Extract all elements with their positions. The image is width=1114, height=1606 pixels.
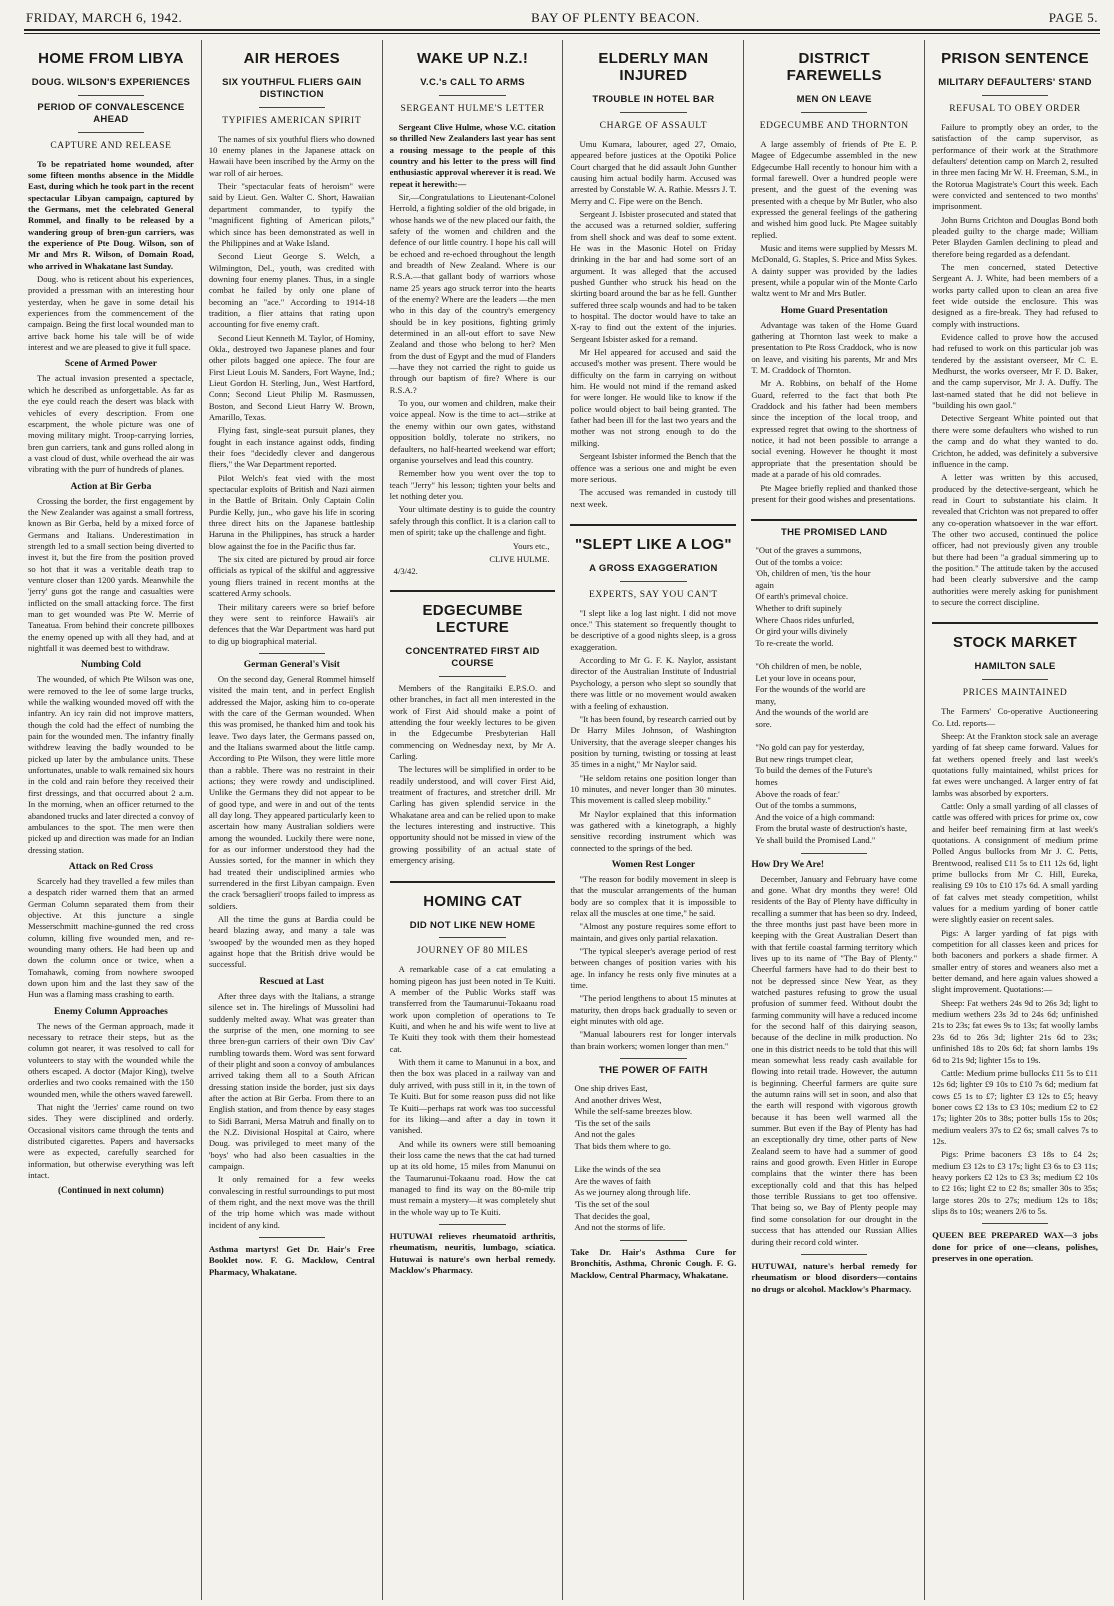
paragraph: Sheep: Fat wethers 24s 9d to 26s 3d; light to medium wethers 23s 3d to 24s 6d; unfinished 21s to 23s; fat ewes 9s to 13s; fat woolly lambs 23s 6d to 26s 3d; lighter 21s 6d to 23s; unfinished 18s to 20s 6d; fat shorn lambs 19s 6d to 21s 9d; lighter 15s to 19s. xyxy=(932,997,1098,1065)
headline: AIR HEROES xyxy=(243,50,340,67)
paragraph: Members of the Rangitaiki E.P.S.O. and other branches, in fact all men interested in the work of First Aid should make a point of attending the four weekly lectures to be given in the Edgecumbe Presbyterian Hall commencing on Wednesday next, by Mr A. Carling. xyxy=(389,683,556,762)
paragraph: "Almost any posture requires some effort to maintain, and gives only partial relaxation. xyxy=(570,921,737,943)
paragraph: It only remained for a few weeks convalescing in restful surroundings to put most of them right, and the next move was the thrill of the trip home which was made without incident of any kind. xyxy=(208,1174,375,1230)
section-heading: German General's Visit xyxy=(243,659,340,670)
headline: HOMING CAT xyxy=(423,892,522,910)
poem-line: To re-create the world. xyxy=(755,637,834,648)
divider xyxy=(439,937,505,938)
poem-line: For the wounds of the world are xyxy=(755,684,866,695)
paragraph: A letter was written by this accused, produced by the detective-sergeant, which he read in Court to substantiate his claim. It revealed that Crichton was not prepared to offer any co-operation whatsoever in the war effort. The other two accused, continued the police officer, had not previously given any trouble but there had been "a gradual simmering up to the position." The attitude taken by the accused had been clearly subversive and the camp authorities were merely asking for punishment to secure the correct discipline. xyxy=(932,472,1098,607)
poem-line: That decides the goal, xyxy=(574,1210,650,1221)
paragraph: The six cited are pictured by proud air force officials as typical of the skilful and aggressive young fliers trained in recent months at the scattered Army schools. xyxy=(208,554,375,599)
paragraph: Their "spectacular feats of heroism" were said by Lieut. Gen. Walter C. Short, Hawaiian department commander, to typify the "magnificent fighting of American pilots," which since has been demonstrated as well in the Philippines and at Wake Island. xyxy=(208,181,375,248)
divider xyxy=(620,581,686,582)
divider xyxy=(982,679,1048,680)
paragraph: Cattle: Medium prime bullocks £11 5s to £11 12s 6d; lighter £9 10s to £10 7s 6d; medium fat cows £5 1s to £7; lighter £3 12s to £5; heavy boner cows £2 13s to £3 10s; medium £2 to £2 17s; lighter 20s to 38s; potter bulls 15s to 20s; medium vealers 37s to £2 6s; small calves 7s to 12s. xyxy=(932,1067,1098,1146)
divider xyxy=(439,95,505,96)
poem-line: From the brutal waste of destruction's haste, xyxy=(755,823,907,834)
letter-date: 4/3/42. xyxy=(393,566,418,577)
paragraph: December, January and February have come and gone. What dry months they were! Old residents of the Bay of Plenty have difficulty in recalling a summer that has been so dry. Indeed, the three months just past have been more in keeping with the Great Australian Desert than with that fertile coastal farming territory which lives up to its name of "The Bay of Plenty." Cheerful farmers have had to do their best to not be depressed since New Year, as they watched pastures refusing to grow the usual profusion of summer feed. Without doubt the farming community will have a reduced income for the second half of this dairying season, because of the decline in milk production. No one in this district needs to be told that this will mean somewhat less ready cash available for flowing into retail trade. However, the autumn is beginning. Cheerful farmers are quite sure the autumn rains will set in soon, and also that the earth will respond with vigorous growth because it has been well warmed all the summer. But even if the Bay of Plenty has had an exceptionally dry time, other parts of New Zealand seem to have had a summer of good rains and good growth. Even Hitler in Europe complains that the winter there has been exceptionally cold and that this has helped those terrible Russians to get too offensive. That being so, we Bay of Plenty people may find some consolation for our drought in the success that has attended our Russian Allies during their record cold winter. xyxy=(751,873,918,1247)
masthead xyxy=(24,6,1100,29)
poem-line: "Out of the graves a summons, xyxy=(755,545,862,556)
paragraph: The Farmers' Co-operative Auctioneering Co. Ltd. reports— xyxy=(932,706,1098,728)
paragraph: "It has been found, by research carried out by Dr Harry Miles Johnson, of Washington University, that the average sleeper changes his position by turning, twisting or tossing at least 35 times in a night," Mr Naylor said. xyxy=(570,713,737,770)
section-heading: Enemy Column Approaches xyxy=(53,1006,168,1017)
poem-line: But new rings trumpet clear, xyxy=(755,753,854,764)
paragraph: Detective Sergeant White pointed out that there were some defaulters who wished to run the camp and do what they wanted to do. Crichton, he added, was definitely a subversive influence in the camp. xyxy=(932,413,1098,469)
paragraph: Evidence called to prove how the accused had refused to work on this particular job was tendered by the assistant overseer, Mr C. E. Medhurst, the works overseer, Mr F. D. Baker, and the camp supervisor, Mr J. A. Duffy. The last-named stated that he did not believe in "building his own gaol." xyxy=(932,332,1098,411)
poem-line: sore. xyxy=(755,718,772,729)
headline: EDGECUMBE LECTURE xyxy=(422,602,523,637)
paragraph: Mr Hel appeared for accused and said the accused's mother was present. There would be difficulty on the farm in carrying on without him. He would not mind if the remand asked for were longer. He would like to know if the police would object to bail being granted. The father had been ill for the last two years and the mother was not strong enough to do the milking. xyxy=(570,347,737,448)
poem-line: As we journey along through life. xyxy=(574,1187,691,1198)
kicker: SERGEANT HULME'S LETTER xyxy=(400,103,545,114)
subheadline: SIX YOUTHFUL FLIERS GAIN DISTINCTION xyxy=(222,77,362,100)
divider xyxy=(390,590,556,592)
poem-line: many, xyxy=(755,695,776,706)
poem-line: Out of the tombs a voice: xyxy=(755,556,843,567)
lead-paragraph: Sergeant Clive Hulme, whose V.C. citation so thrilled New Zealanders last year has sent a rousing message to the people of this country and his letter to the press will find enthusiastic approval wherever it is read. We repeat it herewith:— xyxy=(389,121,556,189)
section-heading: Attack on Red Cross xyxy=(68,861,153,872)
poem-line: Out of the tombs a summons, xyxy=(755,800,857,811)
paragraph: Sergeant J. Isbister prosecuted and stated that the accused was a returned soldier, suffering from shell shock and was deaf to some extent. He was in the Masonic Hotel on Friday drinking in the bar and had some sort of an argument. It was alleged that the accused pushed Gunther who struck his head on the skirting board around the bar as he fell. Gunther suffered three scalp wounds and had to be taken to hospital. The doctor would have to take an X-ray to find out the extent of the injuries. Sergeant Isbister asked for a remand. xyxy=(570,208,737,344)
divider xyxy=(620,112,686,113)
paragraph: A large assembly of friends of Pte E. P. Magee of Edgecumbe assembled in the new Edgecumbe Hall recently to honour him with a formal farewell. Over a hundred people were present, and the guest of the evening was presented with a cheque by Mr Butler, who also expressed the general feelings of the gathering and wished him good luck. Pte Magee suitably replied. xyxy=(751,138,918,240)
divider xyxy=(620,1240,686,1241)
continued-note: (Continued in next column) xyxy=(58,1185,164,1196)
subheadline: MEN ON LEAVE xyxy=(796,94,872,105)
lead-paragraph: To be repatriated home wounded, after some fifteen months absence in the Middle East, during which he took part in the recent spectacular Libyan campaign, captured by the Germans, met the celebrated General Rommel, and finally to be released by a wandering group of bren-gun carriers, was the experience of Pte Doug. Wilson, son of Mr and Mrs R. Wilson, of Domain Road, who arrived in Whakatane last Sunday. xyxy=(28,158,194,271)
poem-line: Are the waves of faith xyxy=(574,1175,651,1186)
subheadline: CONCENTRATED FIRST AID COURSE xyxy=(405,646,540,670)
poem-line: homes xyxy=(755,776,778,787)
paper-name: BAY OF PLENTY BEACON. xyxy=(531,10,700,25)
poem-line: Let your love in oceans pour, xyxy=(755,672,856,683)
subheadline: PERIOD OF CONVALESCENCE AHEAD xyxy=(37,101,185,125)
subheadline: DID NOT LIKE NEW HOME xyxy=(409,919,536,931)
kicker: EXPERTS, SAY YOU CAN'T xyxy=(588,589,718,600)
divider xyxy=(390,881,556,883)
poem-line xyxy=(574,1153,736,1165)
poem-line: One ship drives East, xyxy=(574,1083,648,1093)
signature-name: CLIVE HULME. xyxy=(489,554,550,565)
poem-line: "Oh children of men, be noble, xyxy=(755,661,862,671)
divider xyxy=(259,1237,325,1238)
divider xyxy=(259,107,325,108)
poem-line: Of earth's primeval choice. xyxy=(755,591,849,602)
poem-line: Ye shall build the Promised Land." xyxy=(755,834,876,845)
paragraph: Remember how you went over the top to teach "Jerry" his lesson; tighten your belts and let nothing deter you. xyxy=(389,468,556,501)
paragraph: Scarcely had they travelled a few miles than a despatch rider warned them that an armed German Column separated them from their objective. At this juncture a single Messerschmitt machine-gunned the red cross column, killing five wounded men, and re-wounding many others. He had been up and down the column once or twice, when a Tomahawk, coming from nowhere swooped down upon him and the last they saw of the Hun was a flaming mass crashing to earth. xyxy=(28,875,194,1000)
divider xyxy=(78,132,144,133)
paragraph: The men concerned, stated Detective Sergeant A. J. White, had been members of a works party called upon to clean an area five feet wide outside the enclosure. This was designed as a fire-break. They had refused to comply with instructions. xyxy=(932,262,1098,329)
subheadline: MILITARY DEFAULTERS' STAND xyxy=(938,77,1092,88)
divider xyxy=(439,676,505,677)
divider xyxy=(932,622,1098,624)
poem-promised-land xyxy=(755,545,917,846)
subheadline: A GROSS EXAGGERATION xyxy=(589,562,718,574)
section-heading: Home Guard Presentation xyxy=(780,305,888,316)
paragraph: Flying fast, single-seat pursuit planes, they fought in each instance against odds, finding their foes "decidedly clever and dangerous fliers," the War Department reported. xyxy=(208,425,375,470)
poem-line: Whether to drift supinely xyxy=(755,603,842,614)
paragraph: Sir,—Congratulations to Lieutenant-Colonel Herrold, a fighting soldier of the old brigade, in whose hands we of the new placed our faith, the safety of the women and children and the defence of our little country. I hope his call will be echoed and re-echoed throughout the length and breadth of New Zealand. Where is our R.S.A.—that gallant body of warriors whose name 25 years ago struck terror into the hearts of the enemy? Where are the leaders —the men who in this day of the country's emergency should be in key positions, fighting grimly determined in an all-out effort to save New Zealand and those who belong to her? Men from the dust of Egypt and the mud of Flanders—have they not carried the right to guide us through our baptism of fire? Where is our R.S.A.? xyxy=(389,191,556,395)
paragraph: Sergeant Isbister informed the Bench that the offence was a serious one and might be even more serious. xyxy=(570,451,737,484)
subheadline: V.C.'s CALL TO ARMS xyxy=(420,77,525,88)
paragraph: Sheep: At the Frankton stock sale an average yarding of fat sheep came forward. Values for fat wethers opened freely and last week's quotations fully maintained, whilst prices for fat ewes were unchanged. A larger entry of fat lambs was absorbed by exporters. xyxy=(932,730,1098,798)
poem-line: 'Tis the set of the soul xyxy=(574,1198,650,1209)
paragraph: After three days with the Italians, a strange silence set in. The hirelings of Mussolini had suddenly melted away. What was greater than the surprise of the men, one morning to see three bren-gun carriers of their own 'Div Cav' rumbling towards them. Word was sent forward of their plight and soon a convoy of ambulances arrived taking them all to a South African dressing station inside the border, just six days after the action at Bir Gerba. From there to an English station, and from thence by easy stages to Sidi Barrani, Mersa Matruh and finally on to the N.Z. Divisional Hospital at Cairo, where Doug. was privileged to meet many of the 'boys' who had also been casualties in the campaign. xyxy=(208,990,375,1171)
section-heading: Rescued at Last xyxy=(259,976,324,987)
subheadline: HAMILTON SALE xyxy=(974,661,1056,673)
poem-line: That bids them where to go. xyxy=(574,1140,671,1151)
subheadline: DOUG. WILSON'S EXPERIENCES xyxy=(31,77,191,88)
kicker: PRICES MAINTAINED xyxy=(962,688,1068,699)
paragraph: Pigs: A larger yarding of fat pigs with competition for all classes keen and prices for both baconers and porkers a shade firmer. A smaller entry of stores and weaners also met a better demand, and here again values showed a slight improvement. Quotations:— xyxy=(932,927,1098,995)
kicker: EDGECUMBE AND THORNTON xyxy=(759,120,909,131)
paragraph: John Burns Crichton and Douglas Bond both pleaded guilty to the charge made; William Peter Blayden Gamlen declining to plead and therefore being regarded as a defendant. xyxy=(932,214,1098,259)
paragraph: "The period lengthens to about 15 minutes at maturity, then drops back gradually to seven or eight minutes with old age. xyxy=(570,993,737,1027)
paragraph: Advantage was taken of the Home Guard gathering at Thornton last week to make a presentation to Pte Ross Craddock, who is now on leave, and visiting his parents, Mr and Mrs T. M. Craddock of Thornton. xyxy=(751,319,918,376)
poem-line: 'Tis the set of the sails xyxy=(574,1117,651,1128)
divider xyxy=(801,1254,867,1255)
paragraph: The lectures will be simplified in order to be readily understood, and will cover First Aid, treatment of fractures, and stretcher drill. Mr Carling has given splendid service in the Whakatane area and can be relied upon to make the lectures interesting and instructive. This opportunity should not be missed in view of the growing possibility of an actual state of emergency arising. xyxy=(389,764,556,866)
paragraph: Your ultimate destiny is to guide the country safely through this conflict. It is a clarion call to men of spirit; take up the challenge and fight. xyxy=(389,504,556,537)
paragraph: That night the 'Jerries' came round on two sides. They were disciplined and orderly. Occasional visitors came through the tents and distributed cigarettes. Papers and haversacks were as expected, carefully searched for information, but otherwise everything was left intact. xyxy=(28,1102,194,1181)
kicker: CAPTURE AND RELEASE xyxy=(50,140,172,151)
headline: STOCK MARKET xyxy=(952,634,1078,652)
section-heading: Numbing Cold xyxy=(80,660,141,671)
column-wake-up-nz xyxy=(383,40,564,1600)
column-air-heroes xyxy=(202,40,383,1600)
divider xyxy=(439,1224,505,1225)
column-home-from-libya xyxy=(24,40,202,1600)
paragraph: Pigs: Prime baconers £3 18s to £4 2s; medium £3 12s to £3 17s; light £3 6s to £3 11s; heavy porkers £2 12s to £3 3s; medium £2 10s to £2 16s; light £2 to £2 8s; smaller 30s to 35s; large stores 20s to 27s; medium 12s to 18s; slips 8s to 10s; weaners 2/6 to 5s. xyxy=(932,1149,1098,1216)
divider xyxy=(620,1058,686,1059)
paragraph: The accused was remanded in custody till next week. xyxy=(570,487,737,509)
poem-power-of-faith xyxy=(574,1083,736,1234)
divider xyxy=(751,519,917,521)
divider xyxy=(982,95,1048,96)
paragraph: With them it came to Manunui in a box, and then the box was placed in a railway van and duly arrived, with puss still in it, in the town of Te Kuiti. But for some reason puss did not like Te Kuiti—perhaps rat work was too successful for its liking—and after a day in town it vanished. xyxy=(389,1057,556,1136)
paragraph: Pte Magee briefly replied and thanked those present for their good wishes and presentations. xyxy=(751,482,918,504)
poem-line: Above the roads of fear.' xyxy=(755,788,840,799)
poem-line xyxy=(755,731,917,743)
poem-line: Like the winds of the sea xyxy=(574,1164,661,1175)
advertisement: Asthma martyrs! Get Dr. Hair's Free Booklet now. F. G. Macklow, Central Pharmacy, Whakatane. xyxy=(208,1244,375,1277)
poem-title: THE PROMISED LAND xyxy=(781,527,888,539)
paragraph: "The typical sleeper's average period of rest between changes of position varies with his age. In infancy he rests only five minutes at a time. xyxy=(570,946,737,991)
poem-line: Where Chaos rides unfurled, xyxy=(755,614,855,625)
section-heading: Action at Bir Gerba xyxy=(70,481,152,492)
kicker: TYPIFIES AMERICAN SPIRIT xyxy=(222,115,362,126)
poem-line xyxy=(755,649,917,661)
paragraph: "He seldom retains one position longer than 10 minutes, and never longer than 30 minutes. This movement is called sleep mobility." xyxy=(570,772,737,806)
poem-line: While the self-same breezes blow. xyxy=(574,1106,693,1117)
paragraph: Crossing the border, the first engagement by the New Zealander was against a small fortress, known as Bir Gerba, held by a mixed force of Germans and Italians. Underestimation in strength led to a small section being diverted to invest it, but the fire from the position proved so hot that it was a veritable death trap to venture closer than 1200 yards. Meanwhile the 'jerry' guns got the range and casualties were inflicted on the small attacking force. The first man to get wounded was Pte W. Merrie of Taneatua. From behind their concrete pillboxes the enemy opened up with all they had, and at nightfall it was deemed best to withdraw. xyxy=(28,495,194,654)
divider xyxy=(570,524,736,526)
subheadline: TROUBLE IN HOTEL BAR xyxy=(592,94,715,105)
divider xyxy=(801,853,867,854)
paragraph: Second Lieut George S. Welch, a Wilmington, Del., youth, was credited with downing four enemy planes. Thus, in a single combat he failed by only one plane of becoming an "ace." According to 1914-18 tradition, a flier attains that rating upon accounting for five enemy craft. xyxy=(208,251,375,330)
paragraph: The names of six youthful fliers who downed 10 enemy planes in the Japanese attack on Hawaii have been inscribed by the Army on the war roll of air heroes. xyxy=(208,133,375,178)
headline: "SLEPT LIKE A LOG" xyxy=(574,535,732,553)
paragraph: The news of the German approach, made it necessary to retrace their steps, but as the column got nearer, it was resolved to call for volunteers to stay with the wounded while the others escaped. A doctor (Major King), twelve orderlies and two cooks remained with the 150 wounded men, while the others waved farewell. xyxy=(28,1020,194,1099)
poem-line: To build the demes of the Future's xyxy=(755,765,873,776)
poem-line: And the voice of a high command: xyxy=(755,811,875,822)
paragraph: Second Lieut Kenneth M. Taylor, of Hominy, Okla., destroyed two Japanese planes and four other pilots bagged one apiece. The four are First Lieut Louis M. Sanders, Fort Wayne, Ind.; Lieut Gordon H. Sterling, Jun., West Hartford, Conn; Second Lieut Philip M. Rasmussen, Boston, and Second Lieut Harry W. Brown, Amarillo, Texas. xyxy=(208,332,375,422)
paragraph: Mr Naylor explained that this information was gathered with a kinetograph, a highly sensitive recording instrument which was connected to the springs of the bed. xyxy=(570,808,737,853)
poem-line: Or gird your wills divinely xyxy=(755,626,848,637)
paragraph: "I slept like a log last night. I did not move once." This statement so frequently thought to be descriptive of a good nights sleep, is a gross exaggeration. xyxy=(570,607,737,652)
poem-title: THE POWER OF FAITH xyxy=(598,1065,708,1077)
paragraph: On the second day, General Rommel himself visited the main tent, and in perfect English addressed the Major, asking him to co-operate with the care of the German wounded. When this was promised, he thanked him and took his leave. Two days later, the Germans passed on, and the Italians swarmed about the little camp. According to Pte Wilson, they were little more than a rabble. There was no restraint in their actions; they were rowdy and undisciplined. Unlike the Germans they did not appear to be of good type, and were in and out of the tents all day long. They appeared particularly keen to ascertain how many Australian soldiers were among the wounded. Luckily there were none, for as our informer understood they had the Aussies sorted, for the manner in which they had treated their undisciplined armies who surrendered in the first Libyan campaign. Even the crack 'bersaglieri' troops failed to impress as soldiers. xyxy=(208,673,375,911)
section-heading: Scene of Armed Power xyxy=(64,359,157,370)
paragraph: Cattle: Only a small yarding of all classes of cattle was offered with prices for prime ox, cow and heifer beef remaining firm at last week's quotations. A consignment of medium prime Polled Angus bullocks from Mr J. C. Petts, Brentwood, realised £11 5s to £11 12s 6d, light prime bullocks from Mr C. Hill, Eureka, realising £9 10s to £10 17s 6d. A small yarding of fat calves met steady competition, whilst values for a medium yarding of boner cattle were slightly easier on recent sales. xyxy=(932,800,1098,925)
advertisement: QUEEN BEE PREPARED WAX—3 jobs done for price of one—cleans, polishes, preserves in one operation. xyxy=(932,1230,1098,1264)
poem-line: And not the gales xyxy=(574,1129,635,1140)
paragraph: A remarkable case of a cat emulating a homing pigeon has just been noted in Te Kuiti. A member of the Public Works staff was transferred from the Taumarunui-Tokaanu road work upon completion of operations to Te Kuiti, and when he and his wife went to live at Te Kuiti they took with them their homestead cat. xyxy=(389,964,556,1054)
paragraph: Their military careers were so brief before they were sent to reinforce Hawaii's air defences that the War Department was hard put to dig up biographical material. xyxy=(208,601,375,646)
paragraph: Pilot Welch's feat vied with the most spectacular exploits of British and Nazi airmen in the Battle of Britain. Only Captain Colin Purdie Kelly, jun., who gave his life in scoring three direct hits on the Japanese battleship Haruna in the Philippines, has struck a harder blow against the foe in the Pacific thus far. xyxy=(208,472,375,551)
kicker: REFUSAL TO OBEY ORDER xyxy=(949,103,1081,114)
headline: ELDERLY MAN INJURED xyxy=(598,50,709,84)
paragraph: And while its owners were still bemoaning their loss came the news that the cat had turned up at its old home, 15 miles from Manunui on the Taumarunui-Tokaanu road. How the cat managed to find its way on the 80-mile trip must remain a mystery—it was completely shut in the whole way up to Te Kuiti. xyxy=(389,1138,556,1217)
divider xyxy=(259,653,325,654)
headline: DISTRICT FAREWELLS xyxy=(786,50,882,84)
paragraph: Doug. who is reticent about his experiences, provided a pressman with an interesting hour yesterday, when he gave in some detail his experiences from the commencement of the campaign. Being the first local wounded man to arrive back home his tale will be of wide interest and we are pleased to give it full space. xyxy=(28,274,194,353)
signature-closing: Yours etc., xyxy=(512,541,550,552)
advertisement: HUTUWAI, nature's herbal remedy for rheumatism or blood disorders—contains no drugs or alcohol. Macklow's Pharmacy. xyxy=(751,1260,918,1294)
paragraph: Umu Kumara, labourer, aged 27, Omaio, appeared before justices at the Opotiki Police Court charged that he did assault John Gunther causing him actual bodily harm. Accused was arrested by Constable W. A. Rathie. Messrs J. T. Merry and C. Fipe were on the Bench. xyxy=(570,138,737,206)
section-heading: How Dry We Are! xyxy=(751,859,825,870)
paragraph: Music and items were supplied by Messrs M. McDonald, G. Staples, S. Price and Miss Sykes. A dainty supper was provided by the ladies present, while a popular win of the Monte Carlo waltz went to Mr and Mrs Butler. xyxy=(751,242,918,299)
paragraph: According to Mr G. F. K. Naylor, assistant director of the Australian Institute of Industrial Psychology, a person who slept so soundly that there was little or no movement would awaken with a feeling of exhaustion. xyxy=(570,655,737,711)
poem-line: "No gold can pay for yesterday, xyxy=(755,742,865,753)
issue-date: FRIDAY, MARCH 6, 1942. xyxy=(26,10,183,25)
section-heading: Women Rest Longer xyxy=(611,859,696,870)
paragraph: "Manual labourers rest for longer intervals than brain workers; women longer than men." xyxy=(570,1029,737,1051)
poem-line: And another drives West, xyxy=(574,1094,662,1105)
poem-line: 'Oh, children of men, 'tis the hour xyxy=(755,568,871,579)
paragraph: Failure to promptly obey an order, to the satisfaction of the camp supervisor, as performance of their work at the Strathmore defaulters' detention camp on March 2, resulted in three men facing Mr W. H. Freeman, S.M., in the Rotorua Magistrate's Court this week. Each were convicted and sentenced to two months' imprisonment. xyxy=(932,121,1098,212)
column-elderly-man-injured xyxy=(563,40,744,1600)
headline: WAKE UP N.Z.! xyxy=(417,50,529,67)
column-prison-sentence xyxy=(925,40,1100,1600)
divider xyxy=(982,1223,1048,1224)
paragraph: To you, our women and children, make their voice appeal. Now is the time to act—strike at the enemy within our own gates, withstand opposition boldly, tolerate no strikers, no defaulters, no half-hearted weekend war effort; organise yourselves and lead this country. xyxy=(389,398,556,465)
paragraph: Mr A. Robbins, on behalf of the Home Guard, referred to the fact that both Pte Craddock and his father had been members since the inception of the local troop, and expressed regret that owing to the shortness of notice, it had not been possible to arrange a social evening. However he thought it most appropriate that the presentation should be made at a parade of his old comrades. xyxy=(751,378,918,480)
headline: HOME FROM LIBYA xyxy=(38,50,184,67)
poem-line: And the wounds of the world are xyxy=(755,707,869,718)
kicker: CHARGE OF ASSAULT xyxy=(599,120,708,131)
paragraph: All the time the guns at Bardia could be heard blazing away, and many a tale was 'swooped' by the wounded men as they hoped against hope that the British drive would be successful. xyxy=(208,914,375,970)
advertisement: Take Dr. Hair's Asthma Cure for Bronchitis, Asthma, Chronic Cough. F. G. Macklow, Central Pharmacy, Whakatane. xyxy=(570,1246,737,1280)
masthead-rule xyxy=(24,29,1100,34)
advertisement: HUTUWAI relieves rheumatoid arthritis, rheumatism, neuritis, lumbago, sciatica. Hutuwai is nature's own herbal remedy. Macklow's Pharmacy. xyxy=(389,1230,556,1276)
kicker: JOURNEY OF 80 MILES xyxy=(416,946,529,957)
poem-line: again xyxy=(755,579,774,590)
column-district-farewells xyxy=(744,40,925,1600)
paragraph: "The reason for bodily movement in sleep is that the muscular arrangements of the human body are so complex that it is impossible to relax all the muscles at one time," he said. xyxy=(570,873,737,918)
headline: PRISON SENTENCE xyxy=(941,50,1089,67)
paragraph: The actual invasion presented a spectacle, which he described as unforgettable. As far as the eye could reach the desert was black with vehicles of every description. From one escarpment, the whole picture was one of moving military might. Troop-carrying lorries, bren gun carriers, tank and guns rolled along in a vast cloud of dust, while overhead the air was vibrating with the purr of hundreds of planes. xyxy=(28,373,194,475)
divider xyxy=(801,112,867,113)
page-number: PAGE 5. xyxy=(1048,10,1098,25)
paragraph: The wounded, of which Pte Wilson was one, were removed to the lee of some large trucks, while the walking wounded moved off with the infantry. An icy rain did not improve matters, though the cold had the effect of numbing the pain for the wounded men. The infantry finally withdrew leaving the badly wounded to be picked up later by the ambulance units. These unfortunates, unable to walk remained six hours in the cold and rain before they received their first dressings, and that occurred about 2 a.m. In the morning, when an officer returned to the abandoned trucks and later directed a convoy of ambulances to the spot. The men were then picked up and direction was made for an Indian dressing station. xyxy=(28,674,194,855)
divider xyxy=(78,95,144,96)
poem-line: And not the storms of life. xyxy=(574,1222,666,1233)
